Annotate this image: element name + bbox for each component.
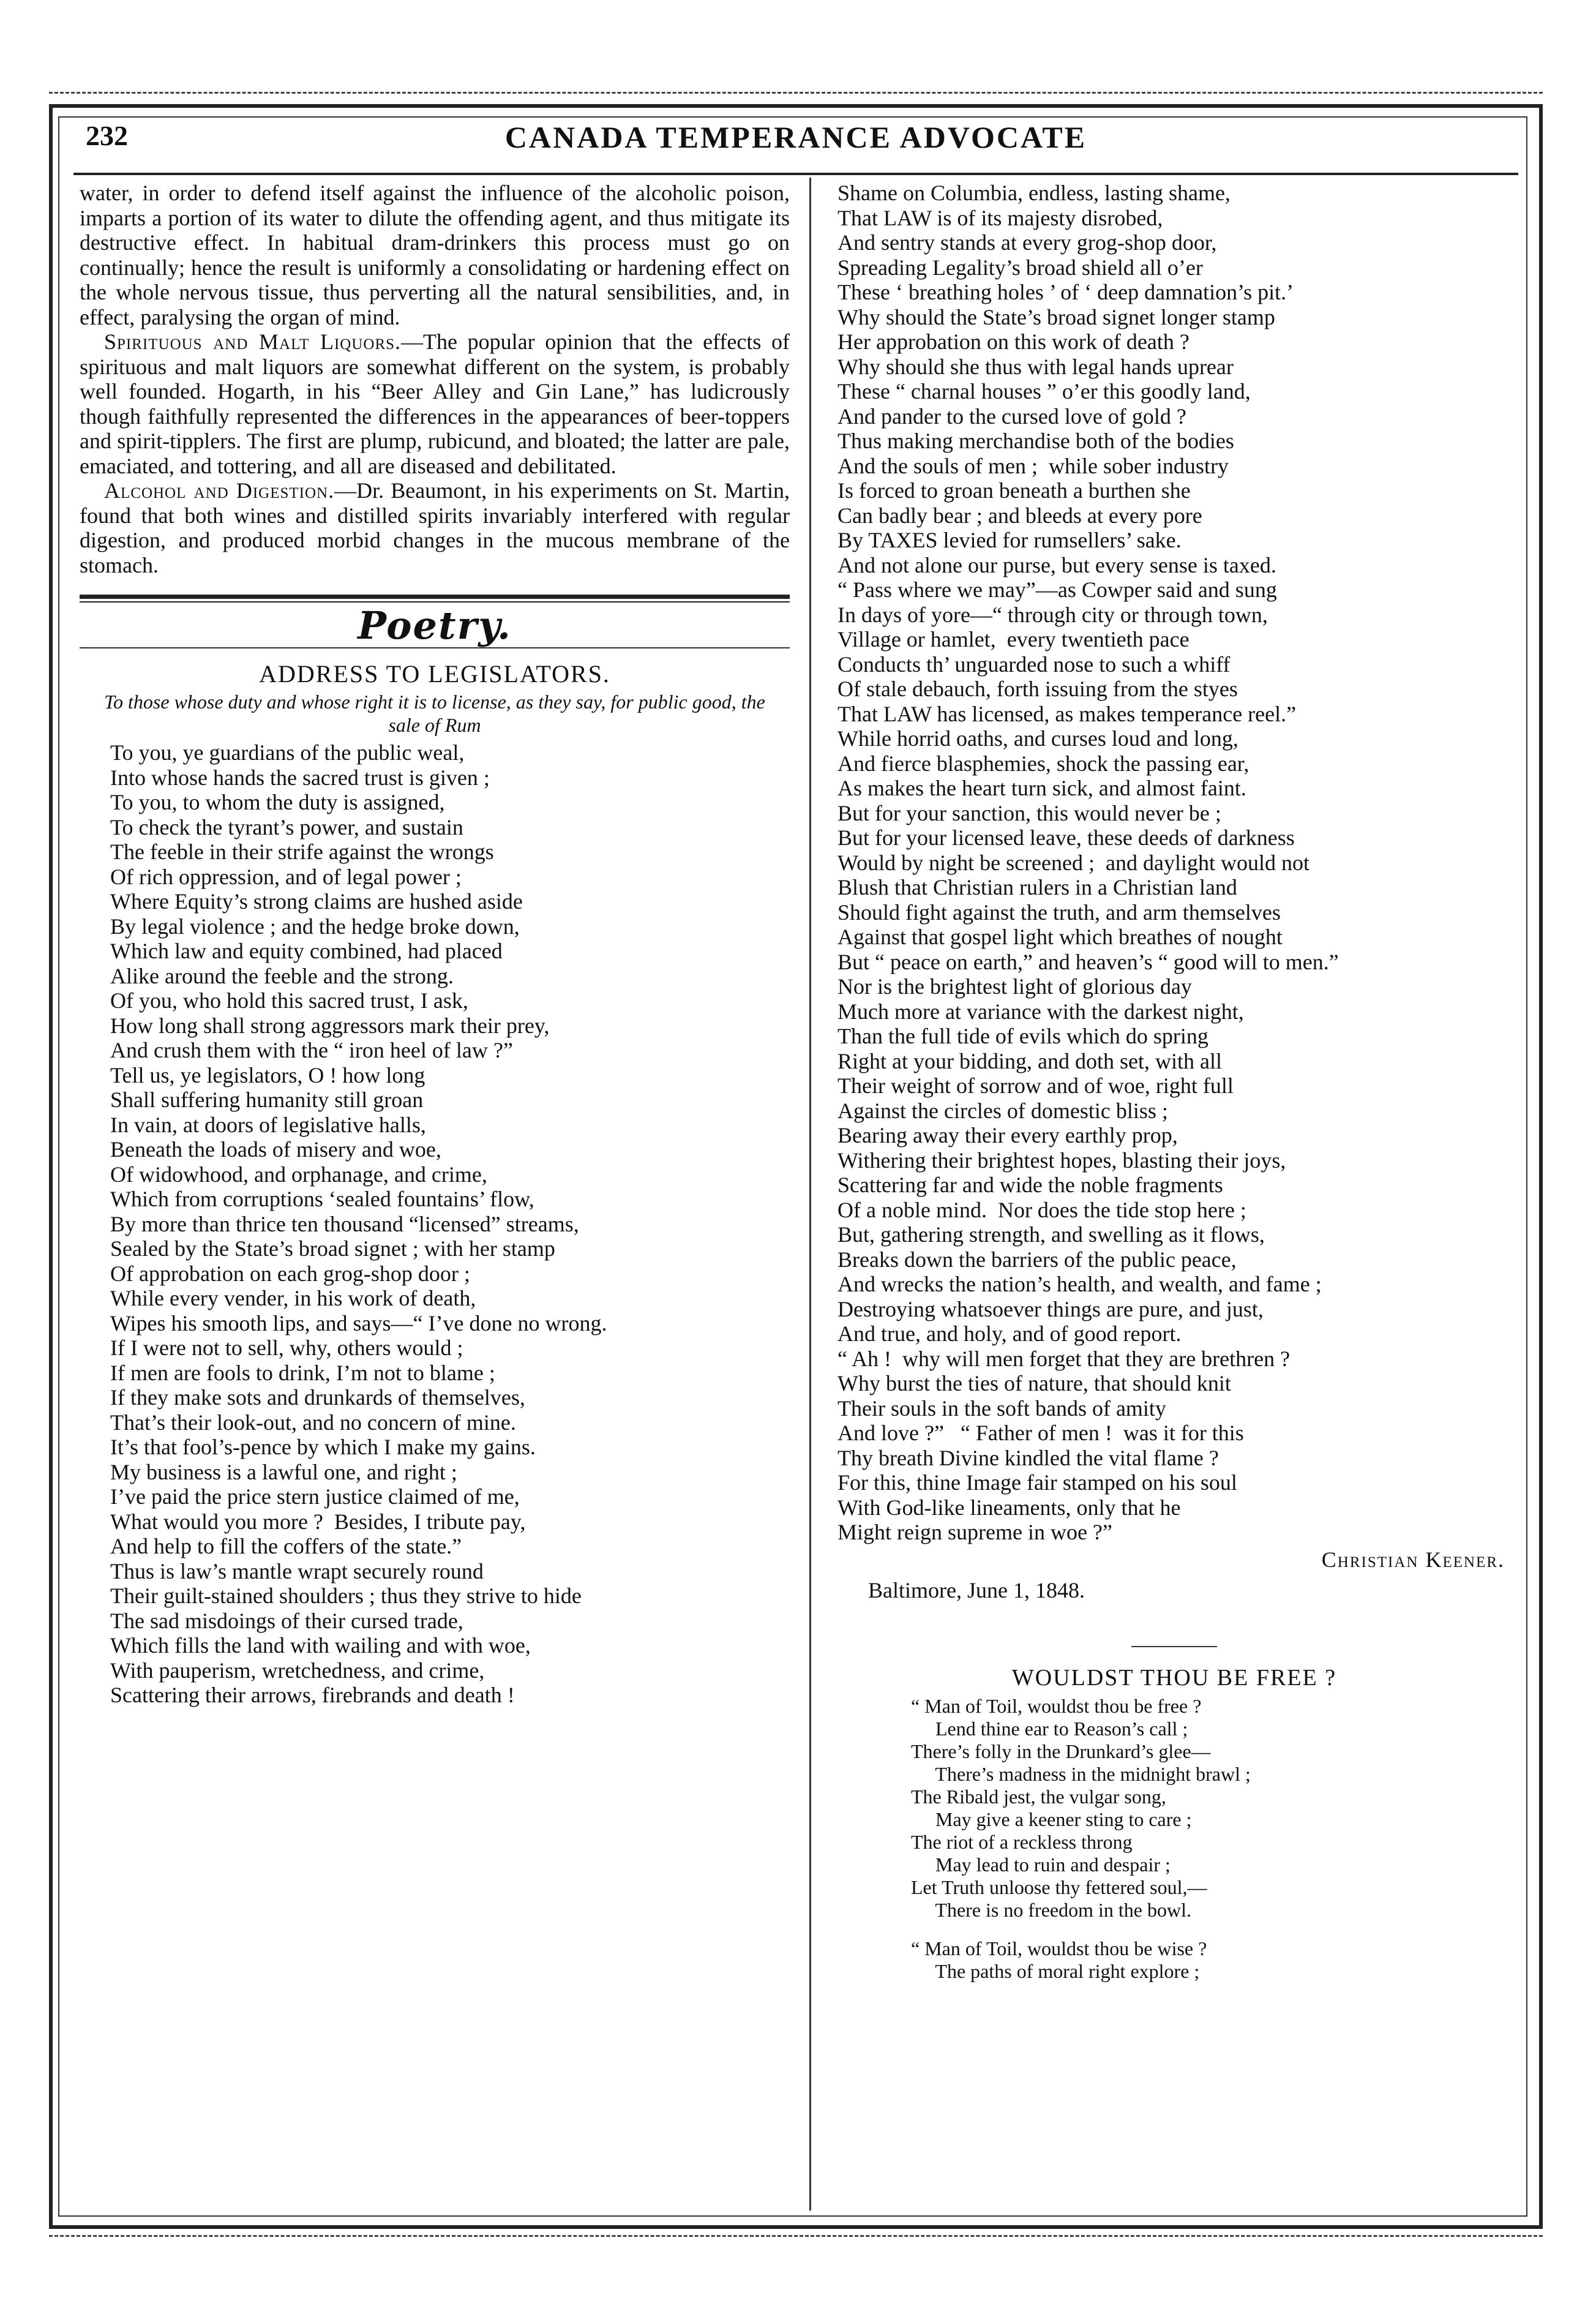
poem-line: To check the tyrant’s power, and sustain [110, 814, 463, 840]
poem-line: “ Man of Toil, wouldst thou be free ? [911, 1695, 1202, 1717]
poem-line: If I were not to sell, why, others would ; [110, 1336, 463, 1360]
right-column [831, 181, 1517, 1983]
poem2-body [831, 1695, 1517, 1983]
poem-line: With God-like lineaments, only that he [837, 1495, 1181, 1520]
poem-line: “ Pass where we may”—as Cowper said and sung [837, 577, 1277, 602]
page-header [73, 119, 1518, 168]
poem-line: Would by night be screened ; and daylight would not [837, 850, 1309, 875]
top-border-rule [49, 92, 1543, 94]
poem-line: Beneath the loads of misery and woe, [110, 1137, 441, 1162]
poem-line: And wrecks the nation’s health, and wealth, and fame ; [837, 1272, 1322, 1296]
poem-line: Thus making merchandise both of the bodies [837, 429, 1234, 453]
poem-line: Bearing away their every earthly prop, [837, 1123, 1178, 1148]
section-divider [80, 595, 790, 603]
poem-line: If they make sots and drunkards of themselves, [110, 1385, 525, 1410]
poem-line: But, gathering strength, and swelling as it flows, [837, 1222, 1265, 1247]
poem-line: And love ?” “ Father of men ! was it for this [837, 1421, 1244, 1445]
page-number: 232 [86, 120, 128, 151]
poem-line: Lend thine ear to Reason’s call ; [911, 1718, 1188, 1740]
poem-line: The Ribald jest, the vulgar song, [911, 1786, 1166, 1808]
poem-line: Let Truth unloose thy fettered soul,— [911, 1876, 1207, 1898]
prose-paragraph-2 [80, 329, 790, 478]
poem-line: Why should the State’s broad signet longer stamp [837, 304, 1275, 329]
poem-line: Into whose hands the sacred trust is given ; [110, 765, 490, 790]
poem-line: Village or hamlet, every twentieth pace [837, 627, 1190, 652]
poem-line: Sealed by the State’s broad signet ; with her stamp [110, 1236, 555, 1261]
poem-line: The feeble in their strife against the wrongs [110, 840, 494, 864]
header-rule [73, 173, 1518, 175]
poem-line: To you, ye guardians of the public weal, [110, 740, 465, 765]
poem-line: Nor is the brightest light of glorious day [837, 974, 1192, 999]
poem-line: If men are fools to drink, I’m not to blame ; [110, 1360, 495, 1385]
poem-line: Blush that Christian rulers in a Christian land [837, 875, 1237, 900]
poem-line: Might reign supreme in woe ?” [837, 1520, 1112, 1544]
poem-line: Where Equity’s strong claims are hushed aside [110, 889, 523, 914]
poem-line: There’s folly in the Drunkard’s glee— [911, 1740, 1211, 1762]
poem-lines-right [831, 181, 1517, 1545]
poem-line: Alike around the feeble and the strong. [110, 963, 454, 988]
poem-line: And help to fill the coffers of the state.” [110, 1534, 462, 1558]
poem-line: To you, to whom the duty is assigned, [110, 790, 445, 814]
poem-line: That LAW is of its majesty disrobed, [837, 205, 1163, 230]
stanza-gap [911, 1922, 1517, 1937]
poem-line: “ Man of Toil, wouldst thou be wise ? [911, 1937, 1207, 1959]
poem-dateline: Baltimore, June 1, 1848. [868, 1578, 1085, 1602]
poem-line: Right at your bidding, and doth set, with all [837, 1048, 1222, 1073]
poem-line: That LAW has licensed, as makes temperance reel.” [837, 701, 1297, 726]
poem-title: ADDRESS TO LEGISLATORS. [259, 659, 610, 688]
poem-line: Which from corruptions ‘sealed fountains’ flow, [110, 1187, 534, 1211]
poem-line: These ‘ breathing holes ’ of ‘ deep damnation’s pit.’ [837, 280, 1294, 304]
poem-line: And fierce blasphemies, shock the passing ear, [837, 751, 1249, 776]
poem-line: Of approbation on each grog-shop door ; [110, 1261, 470, 1286]
poem-line: I’ve paid the price stern justice claimed of me, [110, 1484, 520, 1509]
poem-epigraph: To those whose duty and whose right it is to license, as they say, for public good, the sale of Rum [104, 691, 765, 736]
poem-line: Than the full tide of evils which do spring [837, 1024, 1208, 1048]
poem-line: Wipes his smooth lips, and says—“ I’ve done no wrong. [110, 1310, 607, 1336]
poem-line: With pauperism, wretchedness, and crime, [110, 1658, 485, 1683]
poem-line: Withering their brightest hopes, blasting their joys, [837, 1148, 1286, 1173]
poem-line: Thus is law’s mantle wrapt securely round [110, 1558, 484, 1584]
poem-line: What would you more ? Besides, I tribute pay, [110, 1509, 526, 1534]
poem-line: There’s madness in the midnight brawl ; [911, 1763, 1251, 1785]
poem-line: Much more at variance with the darkest night, [837, 999, 1244, 1024]
poem-line: The riot of a reckless throng [911, 1831, 1133, 1853]
poem-line: These “ charnal houses ” o’er this goodly land, [837, 379, 1251, 404]
poem-line: But “ peace on earth,” and heaven’s “ good will to men.” [837, 949, 1339, 974]
poem-line: And true, and holy, and of good report. [837, 1321, 1182, 1346]
poem-line: Why burst the ties of nature, that should knit [837, 1371, 1231, 1396]
poem-line: There is no freedom in the bowl. [911, 1899, 1191, 1921]
poem-line: And sentry stands at every grog-shop door, [837, 230, 1217, 255]
poem-line: For this, thine Image fair stamped on his soul [837, 1470, 1237, 1495]
poem-line: By more than thrice ten thousand “licensed” streams, [110, 1211, 579, 1236]
poem-line: Shame on Columbia, endless, lasting shame, [837, 181, 1231, 205]
poem-line: The sad misdoings of their cursed trade, [110, 1608, 463, 1633]
paragraph-heading: Alcohol and Digestion. [104, 478, 335, 503]
poem2-title: WOULDST THOU BE FREE ? [1011, 1664, 1337, 1691]
poem-line: While horrid oaths, and curses loud and long, [837, 726, 1238, 751]
poem-line: Their weight of sorrow and of woe, right full [837, 1073, 1234, 1098]
poem-line: And the souls of men ; while sober industry [837, 453, 1229, 478]
poem-line: Shall suffering humanity still groan [110, 1088, 424, 1112]
poem-line: It’s that fool’s-pence by which I make my gains. [110, 1435, 536, 1459]
poem-line: Of a noble mind. Nor does the tide stop here ; [837, 1197, 1246, 1222]
poem-line: In vain, at doors of legislative halls, [110, 1112, 426, 1137]
poem-line: Conducts th’ unguarded nose to such a whiff [837, 652, 1231, 677]
section-heading: Poetry. [358, 603, 512, 648]
poem-line: And crush them with the “ iron heel of law ?” [110, 1038, 513, 1062]
poem-lines-left [80, 740, 790, 1708]
poem2-stanza-2 [911, 1937, 1517, 1983]
poem-line: Against the circles of domestic bliss ; [837, 1098, 1168, 1123]
poem-line: Is forced to groan beneath a burthen she [837, 478, 1191, 503]
poem-line: Tell us, ye legislators, O ! how long [110, 1062, 425, 1088]
poem-line: In days of yore—“ through city or through town, [837, 602, 1268, 627]
poem-line: May give a keener sting to care ; [911, 1808, 1192, 1830]
bottom-border-rule [49, 2235, 1543, 2237]
poem-line: While every vender, in his work of death, [110, 1286, 476, 1310]
paragraph-body: —Dr. Beaumont, in his experiments on St. Martin, found that both wines and distilled spirits invariably interfered with regular digestion, and produced morbid changes in the mucous membrane of the stomach. [80, 478, 790, 577]
poem-line: Of you, who hold this sacred trust, I ask, [110, 988, 468, 1013]
poem-line: Their guilt-stained shoulders ; thus they strive to hide [110, 1584, 582, 1608]
poem-line: How long shall strong aggressors mark their prey, [110, 1013, 550, 1038]
poem-line: Of rich oppression, and of legal power ; [110, 864, 462, 889]
poem-line: Why should she thus with legal hands uprear [837, 354, 1234, 379]
poem-line: By TAXES levied for rumsellers’ sake. [837, 528, 1182, 552]
poem-line: And pander to the cursed love of gold ? [837, 404, 1186, 429]
poem-line: Scattering their arrows, firebrands and death ! [110, 1683, 515, 1707]
prose-paragraph-3 [80, 478, 790, 577]
poem-line: Spreading Legality’s broad shield all o’er [837, 255, 1203, 280]
newspaper-title: CANADA TEMPERANCE ADVOCATE [504, 120, 1087, 154]
poem-line: Her approbation on this work of death ? [837, 329, 1190, 354]
paragraph-heading: Spirituous and Malt Liquors. [104, 329, 402, 354]
prose-paragraph-1: water, in order to defend itself against the influence of the alcoholic poison, imparts a portion of its water to dilute the offending agent, and thus mitigate its destructive effect. In habitual dram-drinkers this process must go on continually; hence the result is uniformly a consolidating or hardening effect on the whole nervous tissue, thus perverting all the natural sensibilities, and, in effect, paralysing the organ of mind. [80, 181, 790, 329]
column-divider [809, 178, 811, 2211]
poem-line: Thy breath Divine kindled the vital flame ? [837, 1445, 1219, 1470]
poem-line: By legal violence ; and the hedge broke down, [110, 914, 520, 939]
poem-line: But for your licensed leave, these deeds of darkness [837, 825, 1295, 850]
poem-line: Scattering far and wide the noble fragments [837, 1173, 1223, 1197]
poem2-stanza-1 [911, 1695, 1517, 1922]
poem-line: Breaks down the barriers of the public peace, [837, 1247, 1237, 1272]
poem-line: The paths of moral right explore ; [911, 1960, 1200, 1982]
poem-author: Christian Keener. [1321, 1547, 1505, 1572]
poem-line: Of stale debauch, forth issuing from the styes [837, 677, 1238, 701]
poem-line: Of widowhood, and orphanage, and crime, [110, 1162, 487, 1187]
poem-line: And not alone our purse, but every sense is taxed. [837, 552, 1276, 577]
poem-line: Can badly bear ; and bleeds at every pore [837, 503, 1202, 528]
poem-line: My business is a lawful one, and right ; [110, 1459, 457, 1484]
poem-line: May lead to ruin and despair ; [911, 1854, 1171, 1876]
poem-separator [1131, 1646, 1217, 1647]
poem-line: Against that gospel light which breathes of nought [837, 925, 1283, 949]
poem-line: As makes the heart turn sick, and almost faint. [837, 776, 1246, 800]
poem-line: Which law and equity combined, had placed [110, 939, 503, 963]
poem-line: Which fills the land with wailing and with woe, [110, 1633, 531, 1658]
left-column [80, 181, 790, 1708]
poem-line: Should fight against the truth, and arm themselves [837, 900, 1281, 925]
poem-line: Their souls in the soft bands of amity [837, 1396, 1166, 1421]
poem-line: “ Ah ! why will men forget that they are brethren ? [837, 1346, 1291, 1371]
poem-line: That’s their look-out, and no concern of mine. [110, 1410, 516, 1435]
poem-line: But for your sanction, this would never be ; [837, 800, 1221, 825]
poem-line: Destroying whatsoever things are pure, and just, [837, 1296, 1264, 1321]
paragraph-body: —The popular opinion that the effects of spirituous and malt liquors are somewhat different on the system, is probably well founded. Hogarth, in his “Beer Alley and Gin Lane,” has ludicrously though faithfully represented the differences in the appearances of beer-toppers and spirit-tipplers. The first are plump, rubicund, and bloated; the latter are pale, emaciated, and tottering, and all are diseased and debilitated. [80, 329, 790, 478]
